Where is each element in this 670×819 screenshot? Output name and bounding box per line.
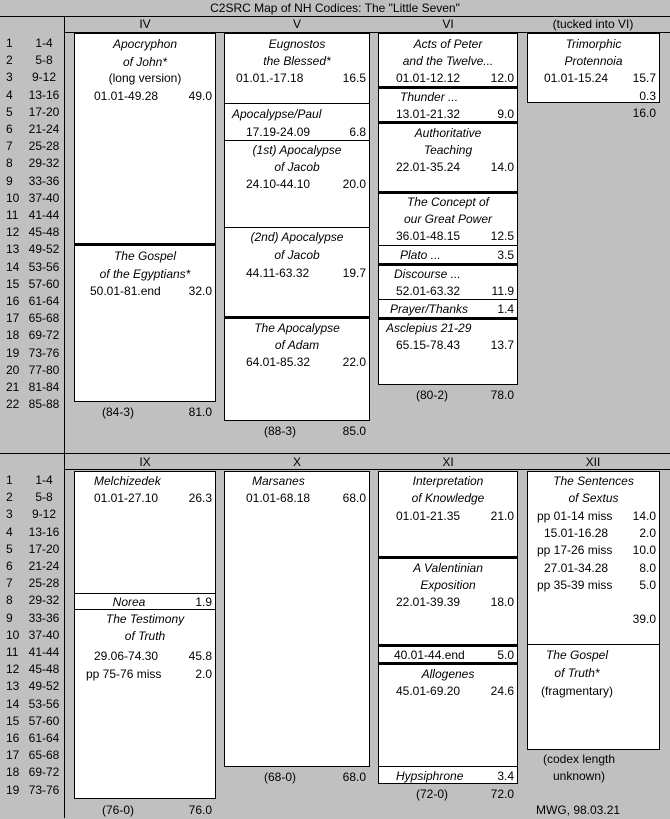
row-page-range: 33-36 [28, 173, 60, 188]
row-page-range: 37-40 [28, 627, 60, 642]
codex-v-title-5b: of Adam [274, 338, 320, 352]
row-page-range: 9-12 [31, 507, 57, 522]
header-codex-x: X [292, 455, 301, 469]
row-page-range: 73-76 [28, 782, 60, 797]
codex-xii-line-1: pp 01-14 miss [537, 509, 613, 523]
row-number: 7 [6, 139, 13, 154]
row-label [0, 747, 64, 764]
codex-iv-range-2: 50.01-81.end [90, 284, 161, 298]
row-page-range: 29-32 [28, 593, 60, 608]
row-label [0, 730, 64, 747]
row-number: 19 [6, 782, 20, 797]
row-label [0, 558, 64, 575]
codex-iv-title-2b: of the Egyptians* [99, 267, 191, 281]
row-label [0, 592, 64, 609]
codex-vi-title-5: Plato ... [400, 248, 441, 262]
row-number: 6 [6, 122, 13, 136]
row-number: 1 [6, 36, 13, 50]
codex-xii-line-3: pp 17-26 miss [537, 543, 613, 557]
row-label [0, 327, 64, 344]
row-page-range: 61-64 [28, 731, 60, 745]
row-label [0, 472, 64, 489]
codex-ix-range-3b: pp 75-76 miss [86, 667, 162, 681]
header-codex-iv: IV [139, 17, 151, 31]
row-page-range: 25-28 [28, 139, 60, 154]
codex-v-title-3a: (1st) Apocalypse [252, 143, 342, 157]
codex-xii-note-b: unknown) [552, 769, 606, 783]
row-number: 12 [6, 225, 20, 240]
author-signature: MWG, 98.03.21 [536, 803, 621, 817]
row-label [0, 713, 64, 730]
row-label [0, 362, 64, 379]
row-page-range: 85-88 [28, 397, 60, 412]
row-number: 9 [6, 610, 13, 625]
row-number: 19 [6, 345, 20, 360]
header-codex-vi: VI [442, 17, 454, 31]
codex-vi-title-4a: The Concept of [406, 195, 490, 209]
codex-xi-pages-2: 18.0 [490, 595, 514, 609]
row-page-range: 1-4 [35, 36, 53, 50]
tucked-total: 16.0 [632, 106, 656, 120]
row-number: 6 [6, 559, 13, 573]
row-page-range: 37-40 [28, 190, 60, 205]
codex-vi-pages-2: 9.0 [497, 107, 514, 121]
row-page-range: 25-28 [28, 576, 60, 591]
codex-xi-pages-4: 24.6 [490, 684, 514, 698]
tucked-pages: 15.7 [632, 71, 656, 85]
codex-ix-pages-3: 45.8 [188, 649, 212, 663]
codex-vi-range-6: 52.01-63.32 [396, 284, 461, 298]
codex-vi-range-3: 22.01-35.24 [396, 160, 461, 174]
row-number: 4 [6, 87, 13, 102]
header-codex-ix: IX [139, 455, 151, 469]
row-label [0, 173, 64, 190]
row-label [0, 782, 64, 799]
codex-xii-title-1b: of Sextus [568, 491, 619, 505]
codex-vi-pages-3: 14.0 [490, 160, 514, 174]
row-label [0, 35, 64, 52]
codex-xii-title-2b: of Truth* [554, 666, 600, 680]
row-number: 15 [6, 276, 20, 291]
row-page-range: 13-16 [28, 524, 60, 539]
row-label [0, 276, 64, 293]
codex-v-pages-3: 20.0 [342, 177, 366, 191]
codex-v-rule-1 [224, 103, 370, 104]
codex-xi-footer-right: 72.0 [490, 787, 514, 801]
codex-ix-title-1: Melchizedek [94, 474, 161, 488]
row-label [0, 207, 64, 224]
row-label [0, 396, 64, 413]
row-number: 7 [6, 576, 13, 591]
row-label [0, 310, 64, 327]
codex-v-footer-right: 85.0 [342, 424, 366, 438]
row-number: 18 [6, 328, 20, 343]
codex-ix-footer-left: (76-0) [102, 803, 135, 817]
row-label [0, 190, 64, 207]
codex-v-range-1: 01.01.-17.18 [236, 71, 304, 85]
row-page-range: 81-84 [28, 380, 60, 394]
row-number: 14 [6, 696, 20, 711]
codex-ix-footer-right: 76.0 [188, 803, 212, 817]
codex-xi-title-4: Allogenes [421, 667, 475, 681]
row-label [0, 678, 64, 695]
row-label [0, 155, 64, 172]
row-label [0, 575, 64, 592]
row-label [0, 259, 64, 276]
row-page-range: 9-12 [31, 70, 57, 85]
row-page-range: 65-68 [28, 748, 60, 763]
row-number: 2 [6, 490, 13, 505]
codex-vi-title-7: Prayer/Thanks [390, 302, 469, 316]
row-label [0, 489, 64, 506]
row-label [0, 224, 64, 241]
row-page-range: 49-52 [28, 242, 60, 257]
row-page-range: 57-60 [28, 713, 60, 728]
codex-ix-pages-1: 26.3 [188, 491, 212, 505]
codex-vi-pages-6: 11.9 [491, 284, 514, 298]
row-number: 11 [6, 645, 19, 659]
codex-v-title-4b: of Jacob [274, 248, 320, 262]
row-page-range: 17-20 [28, 104, 60, 119]
tucked-range: 01.01-15.24 [544, 71, 609, 85]
row-number: 8 [6, 593, 13, 608]
codex-iv-pages-1: 49.0 [188, 89, 212, 103]
row-number: 10 [6, 190, 20, 205]
row-page-range: 73-76 [28, 345, 60, 360]
row-number: 12 [6, 662, 20, 677]
codex-xii-line-5: pp 35-39 miss [537, 578, 613, 592]
row-page-range: 21-24 [28, 122, 60, 136]
codex-xii-rule [527, 644, 660, 645]
codex-x-box [224, 471, 370, 767]
codex-v-title-5a: The Apocalypse [254, 321, 340, 335]
codex-xii-line-4: 27.01-34.28 [544, 561, 609, 575]
row-number: 3 [6, 70, 13, 85]
codex-iv-pages-2: 32.0 [188, 284, 212, 298]
row-page-range: 61-64 [28, 294, 60, 308]
header-codex-xi: XI [442, 455, 454, 469]
codex-iv-title-1b: of John* [122, 55, 168, 69]
codex-ix-title-3a: The Testimony [105, 612, 185, 626]
row-label [0, 87, 64, 104]
row-number: 4 [6, 524, 13, 539]
codex-vi-range-8: 65.15-78.43 [396, 338, 461, 352]
codex-iv-title-1c: (long version) [108, 71, 182, 85]
codex-vi-title-1b: and the Twelve... [402, 54, 494, 68]
codex-v-range-5: 64.01-85.32 [246, 355, 311, 369]
row-page-range: 21-24 [28, 559, 60, 573]
bottom-header-rule [64, 469, 670, 470]
row-number: 13 [6, 242, 20, 257]
codex-iv-range-1: 01.01-49.28 [94, 89, 159, 103]
codex-xii-value-5: 5.0 [639, 578, 656, 592]
label-column-divider [64, 17, 65, 818]
row-label [0, 661, 64, 678]
header-codex-v: V [292, 17, 301, 31]
row-page-range: 29-32 [28, 156, 60, 171]
row-number: 13 [6, 679, 20, 694]
codex-v-pages-5: 22.0 [342, 355, 366, 369]
row-page-range: 5-8 [35, 53, 53, 68]
row-page-range: 53-56 [28, 696, 60, 711]
row-number: 8 [6, 156, 13, 171]
header-codex-xii: XII [585, 455, 601, 469]
codex-x-title-1: Marsanes [252, 474, 305, 488]
codex-xi-range-4: 45.01-69.20 [396, 684, 461, 698]
codex-vi-title-3a: Authoritative [414, 126, 482, 140]
codex-xi-pages-3: 5.0 [497, 648, 514, 662]
row-number: 5 [6, 104, 13, 119]
row-page-range: 65-68 [28, 311, 60, 326]
codex-vi-pages-1: 12.0 [490, 71, 514, 85]
codex-xii-total: 39.0 [632, 612, 656, 626]
codex-v-title-1b: the Blessed* [263, 54, 331, 68]
row-number: 14 [6, 259, 20, 274]
row-number: 1 [6, 473, 13, 487]
codex-vi-title-2: Thunder ... [400, 90, 459, 104]
codex-v-title-4a: (2nd) Apocalypse [250, 230, 344, 244]
codex-v-pages-1: 16.5 [342, 71, 366, 85]
tucked-pages-extra: 0.3 [639, 89, 656, 103]
row-number: 18 [6, 765, 20, 780]
codex-xi-pages-5: 3.4 [497, 769, 514, 783]
row-label [0, 644, 64, 661]
page-title: C2SRC Map of NH Codices: The "Little Seven" [0, 0, 670, 17]
row-number: 15 [6, 713, 20, 728]
row-number: 20 [6, 362, 20, 377]
codex-xi-title-1a: Interpretation [412, 474, 484, 488]
row-page-range: 69-72 [28, 765, 60, 780]
codex-xi-title-1b: of Knowledge [411, 491, 485, 505]
row-number: 2 [6, 53, 13, 68]
row-page-range: 5-8 [35, 490, 53, 505]
codex-vi-title-3b: Teaching [423, 143, 473, 157]
codex-v-pages-2: 6.8 [349, 125, 366, 139]
codex-xi-title-5: Hypsiphrone [396, 769, 464, 783]
codex-ix-title-3b: of Truth [124, 629, 166, 643]
row-number: 17 [6, 311, 20, 326]
row-label [0, 379, 64, 396]
row-number: 9 [6, 173, 13, 188]
row-page-range: 49-52 [28, 679, 60, 694]
codex-vi-title-1a: Acts of Peter [413, 37, 483, 51]
tucked-title-a: Trimorphic [565, 37, 622, 51]
row-number: 5 [6, 541, 13, 556]
row-label [0, 610, 64, 627]
codex-x-pages-1: 68.0 [342, 491, 366, 505]
codex-v-range-3: 24.10-44.10 [246, 177, 311, 191]
header-tucked: (tucked into VI) [552, 17, 634, 31]
codex-vi-footer-right: 78.0 [490, 388, 514, 402]
row-label [0, 104, 64, 121]
row-label [0, 541, 64, 558]
codex-iv-footer-left: (84-3) [102, 405, 135, 419]
codex-xi-title-2a: A Valentinian [413, 561, 483, 575]
codex-vi-title-6: Discourse ... [394, 267, 461, 281]
codex-vi-pages-4: 12.5 [490, 229, 514, 243]
row-label [0, 241, 64, 258]
codex-ix-pages-3b: 2.0 [195, 667, 212, 681]
codex-v-range-4: 44.11-63.32 [246, 266, 310, 280]
codex-xi-pages-1: 21.0 [490, 509, 514, 523]
codex-iv-footer-right: 81.0 [188, 405, 212, 419]
codex-ix-title-2: Norea [112, 595, 146, 609]
row-label [0, 764, 64, 781]
tucked-title-b: Protennoia [564, 54, 623, 68]
codex-iv-title-2a: The Gospel [113, 249, 177, 263]
codex-xi-range-3: 40.01-44.end [394, 648, 465, 662]
codex-x-range-1: 01.01-68.18 [246, 491, 311, 505]
row-number: 17 [6, 748, 20, 763]
codex-vi-pages-5: 3.5 [497, 248, 514, 262]
codex-xii-value-1: 14.0 [632, 509, 656, 523]
row-page-range: 33-36 [28, 610, 60, 625]
codex-vi-range-2: 13.01-21.32 [396, 107, 461, 121]
codex-xii-value-4: 8.0 [639, 561, 656, 575]
codex-v-pages-4: 19.7 [342, 266, 366, 280]
row-label [0, 52, 64, 69]
row-number: 10 [6, 627, 20, 642]
codex-ix-pages-2: 1.9 [195, 595, 212, 609]
row-page-range: 13-16 [28, 87, 60, 102]
codex-iv-title-1a: Apocryphon [112, 37, 178, 51]
codex-xii-note-a: (codex length [542, 752, 616, 766]
row-page-range: 77-80 [28, 362, 60, 377]
codex-iv-separator [74, 243, 216, 246]
codex-xii-title-2c: (fragmentary) [540, 684, 614, 698]
row-label [0, 696, 64, 713]
codex-ix-range-1: 01.01-27.10 [94, 491, 159, 505]
row-page-range: 41-44 [28, 208, 60, 222]
codex-vi-title-4b: our Great Power [403, 212, 493, 226]
row-page-range: 45-48 [28, 225, 60, 240]
codex-v-title-3b: of Jacob [274, 160, 320, 174]
section-divider [0, 453, 670, 454]
row-number: 3 [6, 507, 13, 522]
codex-x-footer-right: 68.0 [342, 770, 366, 784]
codex-v-footer-left: (88-3) [264, 424, 297, 438]
codex-xi-title-2b: Exposition [420, 578, 476, 592]
codex-v-range-2: 17.19-24.09 [246, 125, 311, 139]
codex-xii-line-2: 15.01-16.28 [544, 526, 609, 540]
row-number: 16 [6, 731, 20, 745]
row-number: 11 [6, 208, 19, 222]
row-page-range: 41-44 [28, 645, 60, 659]
row-page-range: 1-4 [35, 473, 53, 487]
codex-ix-range-3: 29.06-74.30 [94, 649, 159, 663]
row-label [0, 138, 64, 155]
row-page-range: 17-20 [28, 541, 60, 556]
row-label [0, 345, 64, 362]
codex-vi-title-8: Asclepius 21-29 [386, 321, 472, 335]
row-page-range: 53-56 [28, 259, 60, 274]
codex-v-title-1a: Eugnostos [268, 37, 326, 51]
row-number: 16 [6, 294, 20, 308]
row-label [0, 121, 64, 138]
row-label [0, 627, 64, 644]
codex-xi-footer-left: (72-0) [416, 787, 449, 801]
codex-vi-range-4: 36.01-48.15 [396, 229, 461, 243]
codex-vi-footer-left: (80-2) [416, 388, 449, 402]
row-page-range: 69-72 [28, 328, 60, 343]
row-number: 21 [6, 380, 20, 394]
codex-vi-pages-8: 13.7 [490, 338, 514, 352]
codex-xi-range-1: 01.01-21.35 [396, 509, 461, 523]
row-label [0, 69, 64, 86]
row-label [0, 293, 64, 310]
codex-xii-value-3: 10.0 [632, 543, 656, 557]
codex-xii-title-2a: The Gospel [545, 648, 609, 662]
row-page-range: 57-60 [28, 276, 60, 291]
row-number: 22 [6, 397, 20, 412]
codex-vi-range-1: 01.01-12.12 [396, 71, 461, 85]
codex-v-title-2: Apocalypse/Paul [232, 107, 322, 121]
codex-xii-title-1a: The Sentences [553, 474, 634, 488]
codex-vi-pages-7: 1.4 [497, 302, 514, 316]
row-page-range: 45-48 [28, 662, 60, 677]
row-label [0, 524, 64, 541]
codex-xi-range-2: 22.01-39.39 [396, 595, 461, 609]
row-label [0, 506, 64, 523]
codex-xii-value-2: 2.0 [639, 526, 656, 540]
codex-x-footer-left: (68-0) [264, 770, 297, 784]
